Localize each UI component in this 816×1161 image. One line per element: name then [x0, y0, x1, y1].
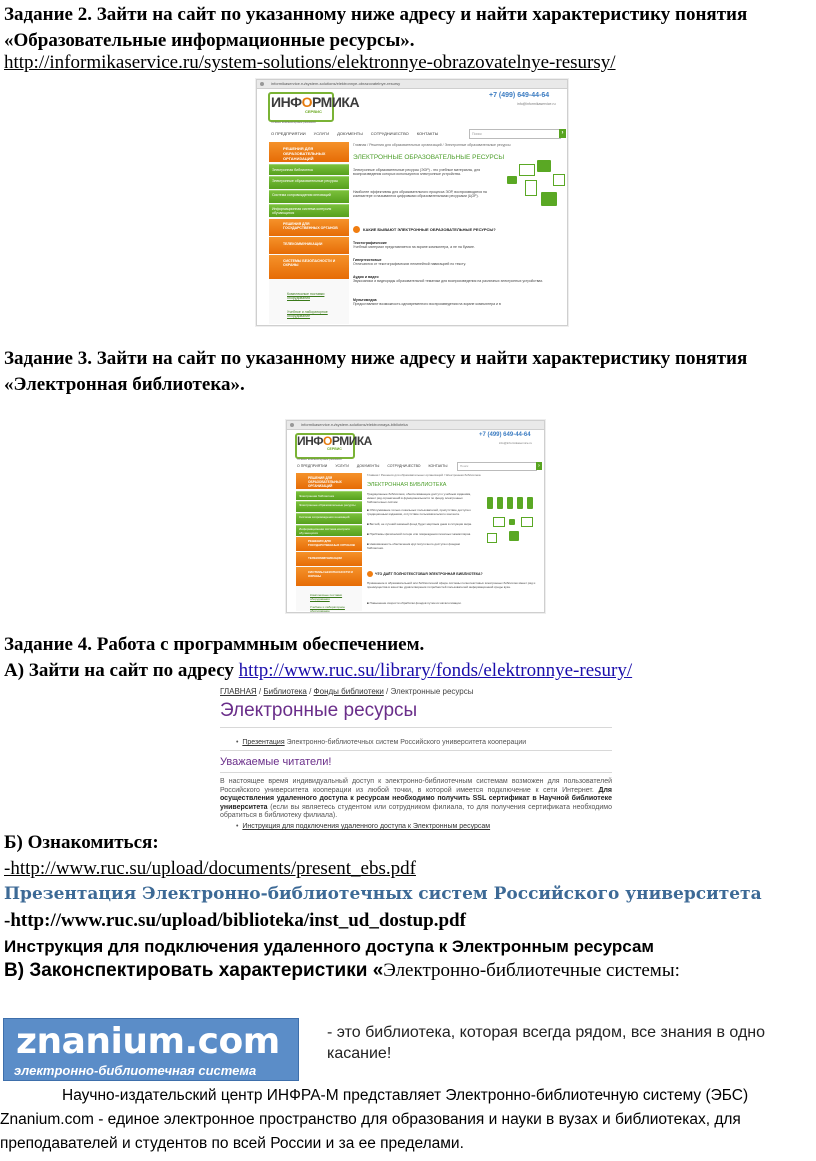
phone-number: +7 (499) 649-44-64	[489, 92, 550, 99]
submenu-item[interactable]: Информационная система контроля обучающихся	[269, 204, 349, 217]
limitation-item: ■ Ветхий, не лучший книжный фонд будет мертвым днем в ситуации мира.	[367, 522, 472, 526]
partC-bold: В) Законспектировать характеристики «	[4, 960, 384, 981]
search-input[interactable]: Поиск	[469, 129, 561, 139]
ruc-screenshot	[218, 686, 614, 834]
present-ebs-link[interactable]: -http://www.ruc.su/upload/documents/present_ebs.pdf	[4, 858, 416, 879]
person-icon	[497, 497, 503, 509]
znanium-paragraph-line3: преподавателей и студентов по всей России и за ее пределами.	[0, 1135, 464, 1152]
task3-title-line1: Задание 3. Зайти на сайт по указанному ниже адресу и найти характеристику понятия	[4, 348, 748, 369]
answer-text: Применение в образовательной или библиотечной сфере системы полнотекстовых электронных библиотек имеет ряд и преимущества в качестве удовлетворения потребностей пользователей информационной среды вуза.	[367, 581, 536, 589]
logo-tagline: точные компьютерные решения	[271, 120, 316, 124]
side-link[interactable]: Учебное и лабораторное оборудование	[310, 605, 345, 613]
device-icon	[487, 533, 497, 543]
nav-item[interactable]: СОТРУДНИЧЕСТВО	[370, 131, 409, 136]
submenu-item[interactable]: Электронные образовательные ресурсы	[296, 501, 362, 512]
side-link[interactable]: Комплексные поставки оборудования	[310, 593, 343, 601]
task3-title-line2: «Электронная библиотека».	[4, 374, 245, 395]
disc-icon	[553, 174, 565, 186]
type-item: Текстографические Учебный материал представляется на экране компьютера, а не на бумаге.	[353, 241, 475, 249]
nav-item[interactable]: О ПРЕДПРИЯТИИ	[297, 464, 328, 468]
search-input[interactable]: Поиск	[457, 462, 537, 471]
menu-item-government[interactable]: РЕШЕНИЯ ДЛЯ ГОСУДАРСТВЕННЫХ ОРГАНОВ	[269, 219, 349, 236]
crumb-current: Электронные ресурсы	[390, 687, 474, 696]
informika-screenshot-2	[286, 420, 545, 613]
crumb-link[interactable]: Библиотека	[263, 687, 307, 696]
partB-title: Б) Ознакомиться:	[4, 832, 159, 853]
divider	[220, 750, 612, 751]
limitation-item: ■ Невозможность обеспечения круглосуточного доступа к фондам библиотеки.	[367, 542, 460, 550]
type-item: Аудио и видео Звукозаписи и видеоряды образовательной тематики для воспроизведения на различных электронных устройствах.	[353, 275, 544, 283]
side-menu	[296, 473, 362, 611]
tablet-icon	[537, 160, 551, 172]
logo-subtitle: СЕРВИС	[327, 447, 342, 451]
intro-text: Электронные образовательные ресурсы (ЭОР) - это учебные материалы, для воспроизведения которых используются электронные устройства.	[353, 168, 481, 176]
page-title: Электронные ресурсы	[220, 700, 418, 721]
page-title: ЭЛЕКТРОННЫЕ ОБРАЗОВАТЕЛЬНЫЕ РЕСУРСЫ	[353, 154, 505, 161]
submenu-item[interactable]: Электронная библиотека	[296, 491, 362, 500]
menu-item-government[interactable]: РЕШЕНИЯ ДЛЯ ГОСУДАРСТВЕННЫХ ОРГАНОВ	[296, 537, 362, 551]
laptop-icon	[507, 176, 517, 184]
submenu-item[interactable]: Электронная библиотека	[269, 164, 349, 175]
menu-item-education[interactable]: РЕШЕНИЯ ДЛЯ ОБРАЗОВАТЕЛЬНЫХ ОРГАНИЗАЦИЙ	[296, 473, 362, 489]
breadcrumb: Главная / Решения для образовательных организаций / Электронная библиотека	[367, 473, 481, 477]
znanium-logo-text: znanium.com	[16, 1021, 280, 1062]
person-icon	[487, 497, 493, 509]
submenu-item[interactable]: Система сопровождения инноваций	[296, 513, 362, 524]
partB-link1-caption: Презентация Электронно-библиотечных систем Российского университета	[4, 884, 762, 904]
search-button[interactable]: ›	[536, 462, 542, 470]
submenu-item[interactable]: Система сопровождения инноваций	[269, 190, 349, 203]
browser-address-bar: informikaservice.ru/system-solutions/elektronnye-obrazovatelnye-resursy	[257, 80, 567, 89]
nav-item[interactable]: ДОКУМЕНТЫ	[337, 131, 363, 136]
info-paragraph: В настоящее время индивидуальный доступ к электронно-библиотечным системам возможен для пользователей Российского университета кооперации из любой точки, в которой имеется подключение к сети Интернет. Для осуществления удаленного доступа к ресурсам необходимо получить SSL сертификат в Научной библиотеке университета (если вы являетесь студентом или сотрудником филиала, то для получения сертификата необходимо обратиться в библиотеку филиала).	[220, 778, 612, 819]
instruction-link[interactable]: Инструкция для подключения удаленного доступа к Электронным ресурсам	[242, 823, 491, 830]
task4-line-a-text: А) Зайти на сайт по адресу	[4, 660, 239, 681]
top-nav	[271, 131, 446, 136]
partB-link2[interactable]: -http://www.ruc.su/upload/biblioteka/inst_ud_dostup.pdf	[4, 910, 466, 931]
node-icon	[509, 519, 515, 525]
informika-screenshot-1	[256, 79, 568, 326]
menu-item-telecom[interactable]: ТЕЛЕКОММУНИКАЦИИ	[269, 237, 349, 254]
znanium-paragraph-line1: Научно-издательский центр ИНФРА-М представляет Электронно-библиотечную систему (ЭБС)	[62, 1087, 749, 1104]
menu-item-telecom[interactable]: ТЕЛЕКОММУНИКАЦИИ	[296, 552, 362, 566]
contact-email: info@informikaservice.ru	[499, 441, 533, 445]
nav-item[interactable]: КОНТАКТЫ	[416, 131, 439, 136]
task2-title-line1: Задание 2. Зайти на сайт по указанному ниже адресу и найти характеристику понятия	[4, 4, 748, 25]
page-title: ЭЛЕКТРОННАЯ БИБЛИОТЕКА	[367, 482, 447, 488]
person-icon	[517, 497, 523, 509]
informika-logo: ИНФОРМИКА	[297, 434, 372, 448]
presentation-link[interactable]: Презентация	[242, 739, 285, 746]
breadcrumb: Главная / Решения для образовательных организаций / Электронные образовательные ресурсы	[353, 143, 511, 147]
type-item: Мультимедиа Предоставляют возможность одновременного воспроизведения на экране компьютера и в	[353, 298, 501, 306]
partB-link2-caption: Инструкция для подключения удаленного доступа к Электронным ресурсам	[4, 937, 654, 956]
nav-item[interactable]: КОНТАКТЫ	[428, 464, 448, 468]
book-icon	[541, 192, 557, 206]
intro-text-2: Наиболее эффективны для образовательного процесса ЭОР, воспроизводятся на компьютере и называются цифровыми образовательными ресурсами (ЦОР).	[353, 190, 487, 198]
answer-bullet: ■ Повышение скорости обработки фондов путем их каталогизации.	[367, 601, 462, 605]
task4-line-a	[4, 658, 632, 684]
question-heading: КАКИЕ БЫВАЮТ ЭЛЕКТРОННЫЕ ОБРАЗОВАТЕЛЬНЫЕ РЕСУРСЫ?	[363, 227, 496, 232]
greeting-heading: Уважаемые читатели!	[220, 756, 332, 768]
limitation-item: ■ Проблемы физической потери или повреждения печатных экземпляров.	[367, 532, 472, 536]
ruc-resources-link[interactable]: http://www.ruc.su/library/fonds/elektronnye-resury/	[238, 660, 633, 681]
menu-item-security[interactable]: СИСТЕМЫ БЕЗОПАСНОСТИ И ОХРАНЫ	[269, 255, 349, 279]
znanium-logo	[3, 1018, 299, 1081]
monitor-icon	[521, 517, 533, 527]
znanium-logo-sub: электронно-библиотечная система	[14, 1063, 257, 1078]
limitation-item: ■ Обслуживание только локальных пользователей, присутствие доступа к традиционным изданиям, отсутствие пользовательского контента.	[367, 508, 471, 516]
nav-item[interactable]: О ПРЕДПРИЯТИИ	[271, 131, 306, 136]
side-link[interactable]: Комплексные поставки оборудования	[287, 292, 325, 300]
nav-item[interactable]: СОТРУДНИЧЕСТВО	[387, 464, 421, 468]
menu-item-education[interactable]: РЕШЕНИЯ ДЛЯ ОБРАЗОВАТЕЛЬНЫХ ОРГАНИЗАЦИЙ	[269, 142, 349, 162]
task4-title: Задание 4. Работа с программным обеспечением.	[4, 634, 425, 655]
divider	[220, 772, 612, 773]
person-icon	[507, 497, 513, 509]
presentation-item: • Презентация Электронно-библиотечных систем Российского университета кооперации	[236, 739, 527, 746]
partB-link1-container	[4, 858, 416, 880]
search-button[interactable]: ›	[559, 129, 566, 138]
partC-normal: Электронно-библиотечные системы:	[383, 960, 680, 981]
znanium-paragraph-line2: Znanium.com - единое электронное пространство для образования и науки в вузах и библиотеках, для	[0, 1111, 741, 1128]
partC-line	[4, 960, 680, 982]
type-item: Гипертекстовые Отличаются от текстографических нелинейной навигацией по тексту.	[353, 258, 466, 266]
divider	[220, 727, 612, 728]
instruction-item: • Инструкция для подключения удаленного доступа к Электронным ресурсам	[236, 823, 491, 830]
logo-tagline: точные компьютерные решения	[297, 457, 342, 461]
task2-url-container	[4, 52, 616, 74]
intro-text: Традиционные библиотеки, обеспечивающие доступ к учебным изданиям, имеют ряд ограничений в функциональности по фонду электронных библиотечных систем:	[367, 492, 472, 504]
browser-address-bar: informikaservice.ru/system-solutions/elektronnaya-biblioteka	[287, 421, 544, 430]
top-nav	[297, 464, 455, 468]
informika-logo: ИНФОРМИКА	[271, 94, 360, 110]
breadcrumb: ГЛАВНАЯ / Библиотека / Фонды библиотеки / Электронные ресурсы	[220, 687, 474, 696]
monitor-icon	[493, 517, 505, 527]
crumb-link[interactable]: Фонды библиотеки	[313, 687, 384, 696]
logo-subtitle: СЕРВИС	[305, 109, 322, 114]
side-link[interactable]: Учебное и лабораторное оборудование	[287, 310, 328, 318]
server-icon	[509, 531, 519, 541]
question-bullet-icon	[353, 226, 360, 233]
person-icon	[527, 497, 533, 509]
submenu-item[interactable]: Электронные образовательные ресурсы	[269, 176, 349, 189]
question-bullet-icon	[367, 571, 373, 577]
submenu-item[interactable]: Информационная система контроля обучающихся	[296, 525, 362, 536]
monitor-icon	[519, 164, 535, 176]
side-menu	[269, 142, 349, 324]
crumb-link[interactable]: ГЛАВНАЯ	[220, 687, 257, 696]
task2-title-line2: «Образовательные информационные ресурсы».	[4, 30, 415, 51]
nav-item[interactable]: ДОКУМЕНТЫ	[356, 464, 380, 468]
znanium-slogan: - это библиотека, которая всегда рядом, все знания в одно касание!	[327, 1024, 766, 1062]
phone-number: +7 (499) 649-44-64	[479, 432, 531, 438]
nav-item[interactable]: УСЛУГИ	[313, 131, 330, 136]
question-heading: ЧТО ДАЁТ ПОЛНОТЕКСТОВАЯ ЭЛЕКТРОННАЯ БИБЛИОТЕКА?	[375, 572, 483, 576]
contact-email: info@informikaservice.ru	[517, 102, 556, 106]
phone-icon	[525, 180, 537, 196]
nav-item[interactable]: УСЛУГИ	[335, 464, 349, 468]
menu-item-security[interactable]: СИСТЕМЫ БЕЗОПАСНОСТИ И ОХРАНЫ	[296, 567, 362, 586]
task2-url-link[interactable]: http://informikaservice.ru/system-solutions/elektronnye-obrazovatelnye-resursy/	[4, 52, 616, 73]
